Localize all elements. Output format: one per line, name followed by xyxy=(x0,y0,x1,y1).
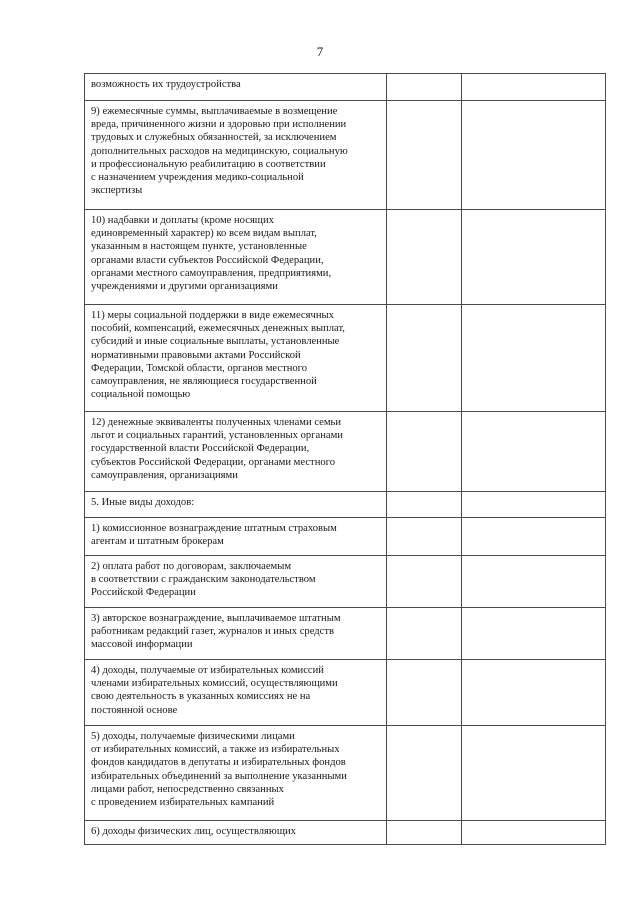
value-cell-b[interactable] xyxy=(461,556,605,608)
income-type-text: 5) доходы, получаемые физическими лицами от избирательных комиссий, а также из избирательных фондов кандидатов в депутаты и избирательных фондов избирательных объединений за выполнение указанными лицами работ, непосредственно связанных с проведением избирательных кампаний xyxy=(91,731,347,809)
value-cell-b[interactable] xyxy=(461,305,605,412)
value-cell-b[interactable] xyxy=(461,660,605,726)
income-type-cell xyxy=(85,726,387,821)
table-row xyxy=(85,492,606,518)
income-type-cell xyxy=(85,518,387,556)
income-type-cell xyxy=(85,305,387,412)
income-type-text: 12) денежные эквиваленты полученных членами семьи льгот и социальных гарантий, установленных органами государственной власти Российской Федерации, субъектов Российской Федерации, органами местного самоуправления, организациями xyxy=(91,417,343,481)
value-cell-a[interactable] xyxy=(386,412,461,492)
income-type-cell xyxy=(85,74,387,101)
income-type-text: 9) ежемесячные суммы, выплачиваемые в возмещение вреда, причиненного жизни и здоровью при исполнении трудовых и служебных обязанностей, за исключением дополнительных расходов на медицинскую, социальную и профессиональную реабилитацию в соответствии с назначением учреждения медико-социальной экспертизы xyxy=(91,106,348,197)
income-type-text: возможность их трудоустройства xyxy=(91,79,241,90)
value-cell-a[interactable] xyxy=(386,101,461,210)
table-row xyxy=(85,305,606,412)
value-cell-b[interactable] xyxy=(461,492,605,518)
table-row xyxy=(85,660,606,726)
income-type-text: 10) надбавки и доплаты (кроме носящих единовременный характер) ко всем видам выплат, указанным в настоящем пункте, установленные органами власти субъектов Российской Федерации, органами местного самоуправления, предприятиями, учреждениями и другими организациями xyxy=(91,215,332,293)
income-type-text: 11) меры социальной поддержки в виде ежемесячных пособий, компенсаций, ежемесячных денежных выплат, субсидий и иные социальные выплаты, установленные нормативными правовыми актами Российской Федерации, Томской области, органов местного самоуправления, не являющиеся государственной социальной помощью xyxy=(91,310,345,401)
value-cell-a[interactable] xyxy=(386,556,461,608)
value-cell-a[interactable] xyxy=(386,660,461,726)
table-row xyxy=(85,726,606,821)
income-table xyxy=(84,73,606,845)
value-cell-b[interactable] xyxy=(461,608,605,660)
page-number: 7 xyxy=(316,44,324,59)
value-cell-b[interactable] xyxy=(461,101,605,210)
table-row xyxy=(85,74,606,101)
value-cell-a[interactable] xyxy=(386,305,461,412)
income-type-cell xyxy=(85,821,387,845)
value-cell-b[interactable] xyxy=(461,726,605,821)
table-row xyxy=(85,821,606,845)
value-cell-b[interactable] xyxy=(461,210,605,305)
value-cell-a[interactable] xyxy=(386,210,461,305)
income-type-cell xyxy=(85,210,387,305)
income-type-cell xyxy=(85,101,387,210)
value-cell-a[interactable] xyxy=(386,492,461,518)
table-row xyxy=(85,518,606,556)
income-type-text: 1) комиссионное вознаграждение штатным страховым агентам и штатным брокерам xyxy=(91,523,337,548)
value-cell-a[interactable] xyxy=(386,608,461,660)
income-type-cell xyxy=(85,608,387,660)
income-type-text: 5. Иные виды доходов: xyxy=(91,497,195,508)
income-table-body xyxy=(85,74,606,845)
income-type-text: 6) доходы физических лиц, осуществляющих xyxy=(91,826,296,837)
income-type-cell xyxy=(85,492,387,518)
value-cell-b[interactable] xyxy=(461,518,605,556)
value-cell-b[interactable] xyxy=(461,412,605,492)
table-row xyxy=(85,101,606,210)
income-type-text: 3) авторское вознаграждение, выплачиваемое штатным работникам редакций газет, журналов и иных средств массовой информации xyxy=(91,613,341,651)
income-type-text: 2) оплата работ по договорам, заключаемым в соответствии с гражданским законодательством Российской Федерации xyxy=(91,561,316,599)
income-type-cell xyxy=(85,660,387,726)
table-row xyxy=(85,556,606,608)
table-row xyxy=(85,412,606,492)
value-cell-a[interactable] xyxy=(386,74,461,101)
value-cell-b[interactable] xyxy=(461,74,605,101)
table-row xyxy=(85,608,606,660)
value-cell-b[interactable] xyxy=(461,821,605,845)
value-cell-a[interactable] xyxy=(386,821,461,845)
income-type-text: 4) доходы, получаемые от избирательных комиссий членами избирательных комиссий, осуществляющими свою деятельность в указанных комиссиях не на постоянной основе xyxy=(91,665,338,716)
value-cell-a[interactable] xyxy=(386,518,461,556)
table-row xyxy=(85,210,606,305)
income-type-cell xyxy=(85,412,387,492)
value-cell-a[interactable] xyxy=(386,726,461,821)
income-type-cell xyxy=(85,556,387,608)
